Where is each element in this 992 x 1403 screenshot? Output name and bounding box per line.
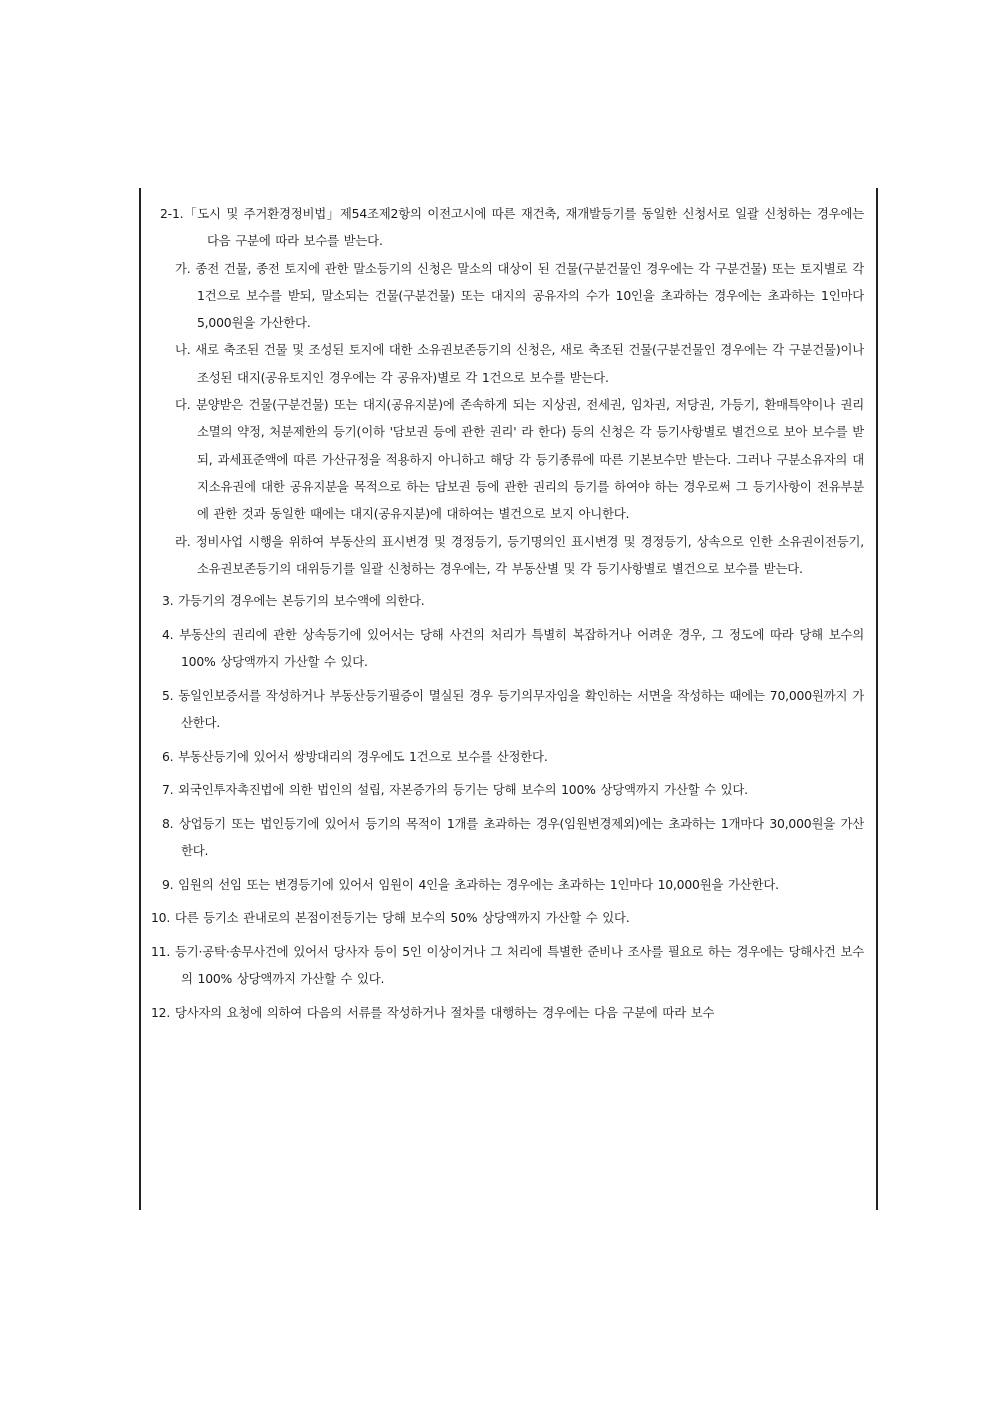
clause-ga: 가. 종전 건물, 종전 토지에 관한 말소등기의 신청은 말소의 대상이 된 건물(구분건물인 경우에는 각 구분건물) 또는 토지별로 각 1건으로 보수를 받되, 말소되는 건물(구분건물) 또는 대지의 공유자의 수가 10인을 초과하는 경우에는 초과하는 1인마다 5,000원을 가산한다. [175,260,864,331]
clause-11: 11. 등기·공탁·송무사건에 있어서 당사자 등이 5인 이상이거나 그 처리에 특별한 준비나 조사를 필요로 하는 경우에는 당해사건 보수의 100% 상당액까지 가산할 수 있다. [151,943,864,987]
clause-na: 나. 새로 축조된 건물 및 조성된 토지에 대한 소유권보존등기의 신청은, 새로 축조된 건물(구분건물인 경우에는 각 구분건물)이나 조성된 대지(공유토지인 경우에는 각 공유자)별로 각 1건으로 보수를 받는다. [175,342,864,385]
clause-6: 6. 부동산등기에 있어서 쌍방대리의 경우에도 1건으로 보수를 산정한다. [162,748,548,764]
clause-12: 12. 당사자의 요청에 의하여 다음의 서류를 작성하거나 절차를 대행하는 경우에는 다음 구분에 따라 보수 [151,1004,715,1020]
clause-5: 5. 동일인보증서를 작성하거나 부동산등기필증이 멸실된 경우 등기의무자임을 확인하는 서면을 작성하는 때에는 70,000원까지 가산한다. [162,687,864,730]
clause-ra: 라. 정비사업 시행을 위하여 부동산의 표시변경 및 경정등기, 등기명의인 표시변경 및 경정등기, 상속으로 인한 소유권이전등기, 소유권보존등기의 대위등기를 일괄 신청하는 경우에는, 각 부동산별 및 각 등기사항별로 별건으로 보수를 받는다. [175,533,864,576]
document-body [140,200,876,1026]
clause-8: 8. 상업등기 또는 법인등기에 있어서 등기의 목적이 1개를 초과하는 경우(임원변경제외)에는 초과하는 1개마다 30,000원을 가산한다. [162,815,864,859]
clause-9: 9. 임원의 선임 또는 변경등기에 있어서 임원이 4인을 초과하는 경우에는 초과하는 1인마다 10,000원을 가산한다. [162,876,779,892]
clause-3: 3. 가등기의 경우에는 본등기의 보수액에 의한다. [162,593,425,609]
clause-4: 4. 부동산의 권리에 관한 상속등기에 있어서는 당해 사건의 처리가 특별히 복잡하거나 어려운 경우, 그 정도에 따라 당해 보수의 100% 상당액까지 가산할 수 있다. [162,626,864,670]
clause-10: 10. 다른 등기소 관내로의 본점이전등기는 당해 보수의 50% 상당액까지 가산할 수 있다. [151,910,630,926]
clause-2-1: 2-1.「도시 및 주거환경정비법」제54조제2항의 이전고시에 따른 재건축, 재개발등기를 동일한 신청서로 일괄 신청하는 경우에는 다음 구분에 따라 보수를 받는다. [160,206,864,249]
right-border-line [876,188,878,1210]
clause-da: 다. 분양받은 건물(구분건물) 또는 대지(공유지분)에 존속하게 되는 지상권, 전세권, 임차권, 저당권, 가등기, 환매특약이나 권리소멸의 약정, 처분제한의 등기(이하 '담보권 등에 관한 권리' 라 한다) 등의 신청은 각 등기사항별로 별건으로 보아 보수를 받되, 과세표준액에 따른 가산규정을 적용하지 아니하고 해당 각 등기종류에 따른 기본보수만 받는다. 그러나 구분소유자의 대지소유권에 대한 공유지분을 목적으로 하는 담보권 등에 관한 권리의 등기를 하여야 하는 경우로써 그 등기사항이 전유부분에 관한 것과 동일한 때에는 대지(공유지분)에 대하여는 별건으로 보지 아니한다. [175,397,864,522]
clause-7: 7. 외국인투자촉진법에 의한 법인의 설립, 자본증가의 등기는 당해 보수의 100% 상당액까지 가산할 수 있다. [162,782,748,798]
